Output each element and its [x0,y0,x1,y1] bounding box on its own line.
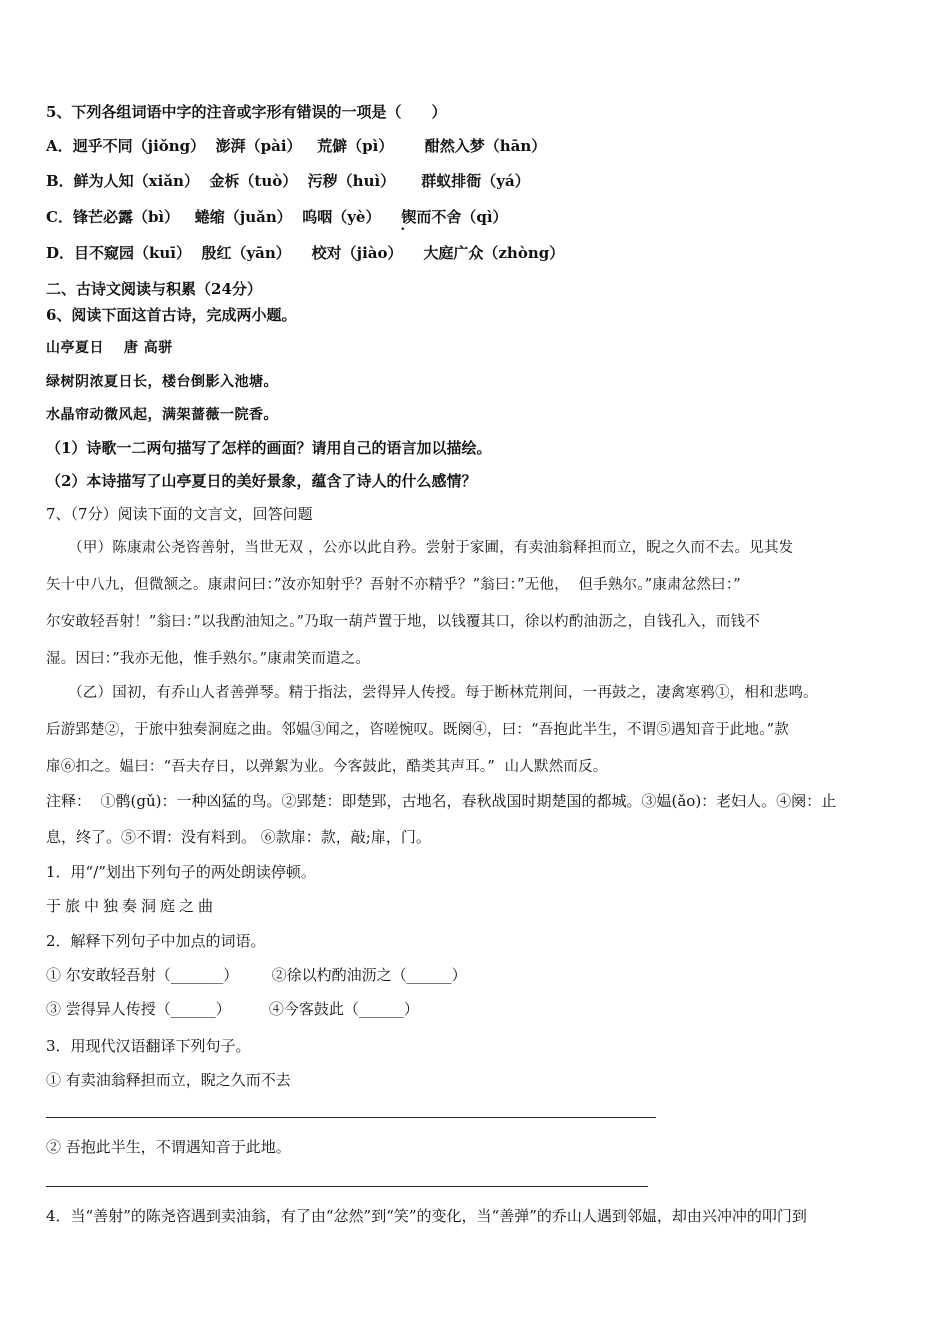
q6-stem: 6、阅读下面这首古诗，完成两小题。 [46,306,297,324]
q5-option-d: D．目不窥园（kuī） 殷红（yān） 校对（jiào） 大庭广众（zhòng） [46,244,565,262]
passage-jia-line: （甲）陈康肃公尧咨善射，当世无双 ，公亦以此自矜。尝射于家圃，有卖油翁释担而立，睨之久而不去。见其发 [46,540,794,556]
task-4-stem: 4．当“善射”的陈尧咨遇到卖油翁，有了由“忿然”到“笑”的变化，当“善弹”的乔山人遇到邻媪，却由兴冲冲的叩门到 [46,1207,807,1225]
q7-stem: 7、（7分）阅读下面的文言文，回答问题 [46,505,313,523]
q5-option-c-head: C．锋芒必露（bì） 蜷缩（juǎn） 呜咽（yè） [46,208,402,226]
passage-yi-line: 后游郢楚②，于旅中独奏洞庭之曲。邻媪③闻之，咨嗟惋叹。既阕④，曰：“吾抱此半生，不谓⑤遇知音于此地。”款 [46,722,789,738]
q5-stem: 5、下列各组词语中字的注音或字形有错误的一项是（ ） [46,103,447,121]
section-heading: 二、古诗文阅读与积累（24分） [46,280,262,298]
q5-option-c-tail: 而不舍（qì） [416,208,508,226]
notes-line: 注释： ①鹘(gǔ)：一种凶猛的鸟。②郢楚：即楚郢，古地名，春秋战国时期楚国的都城。③媪(ǎo)：老妇人。④阕：止 [46,792,837,810]
poem-line-1: 绿树阴浓夏日长，楼台倒影入池塘。 [46,374,278,390]
q6-sub-question-1: （1）诗歌一二两句描写了怎样的画面？请用自己的语言加以描绘。 [46,439,492,457]
task-1-stem: 1．用“/”划出下列句子的两处朗读停顿。 [46,863,316,881]
task-3-sentence-1: ① 有卖油翁释担而立，睨之久而不去 [46,1071,291,1089]
task-1-sentence: 于旅中独奏洞庭之曲 [46,897,218,915]
task-2-items-b: ③ 尝得异人传授（______） ④今客鼓此（______） [46,1000,419,1018]
task-3-stem: 3．用现代汉语翻译下列句子。 [46,1037,251,1055]
q5-option-a: A．迥乎不同（jiǒng） 澎湃（pài） 荒僻（pì） 酣然入梦（hān） [46,137,547,155]
passage-jia-line: 湿。因曰：”我亦无他，惟手熟尔。”康肃笑而遣之。 [46,651,371,667]
notes-line: 息，终了。⑤不谓：没有料到。 ⑥款扉：款，敲;扉，门。 [46,828,431,846]
passage-jia-line: 矢十中八九，但微颔之。康肃问曰：”汝亦知射乎？吾射不亦精乎？”翁曰：”无他， 但手熟尔。”康肃忿然曰：” [46,577,741,593]
task-3-sentence-2: ② 吾抱此半生，不谓遇知音于此地。 [46,1138,291,1156]
q6-sub-question-2: （2）本诗描写了山亭夏日的美好景象，蕴含了诗人的什么感情？ [46,472,477,490]
task-2-stem: 2．解释下列句子中加点的词语。 [46,932,266,950]
task-2-items-a: ① 尔安敢轻吾射（_______） ②徐以杓酌油沥之（______） [46,966,467,984]
poem-line-2: 水晶帘动微风起，满架蔷薇一院香。 [46,407,278,423]
q5-option-b: B．鲜为人知（xiǎn） 金柝（tuò） 污秽（huì） 群蚁排衙（yá） [46,172,530,190]
passage-yi-line: （乙）国初，有乔山人者善弹琴。精于指法，尝得异人传授。每于断林荒荆间，一再鼓之，凄禽寒鸦①，相和悲鸣。 [46,685,818,701]
emphasis-dot-char: 锲 [401,208,417,226]
passage-jia-line: 尔安敢轻吾射！”翁曰：”以我酌油知之。”乃取一葫芦置于地，以钱覆其口，徐以杓酌油沥之，自钱孔入，而钱不 [46,614,760,630]
answer-line [46,1186,648,1187]
poem-title: 山亭夏日 唐 高骈 [46,340,173,356]
q5-option-c [46,207,508,227]
answer-line [46,1117,656,1118]
passage-yi-line: 扉⑥扣之。媪曰：“吾夫存日，以弹絮为业。今客鼓此，酷类其声耳。” 山人默然而反。 [46,759,608,775]
